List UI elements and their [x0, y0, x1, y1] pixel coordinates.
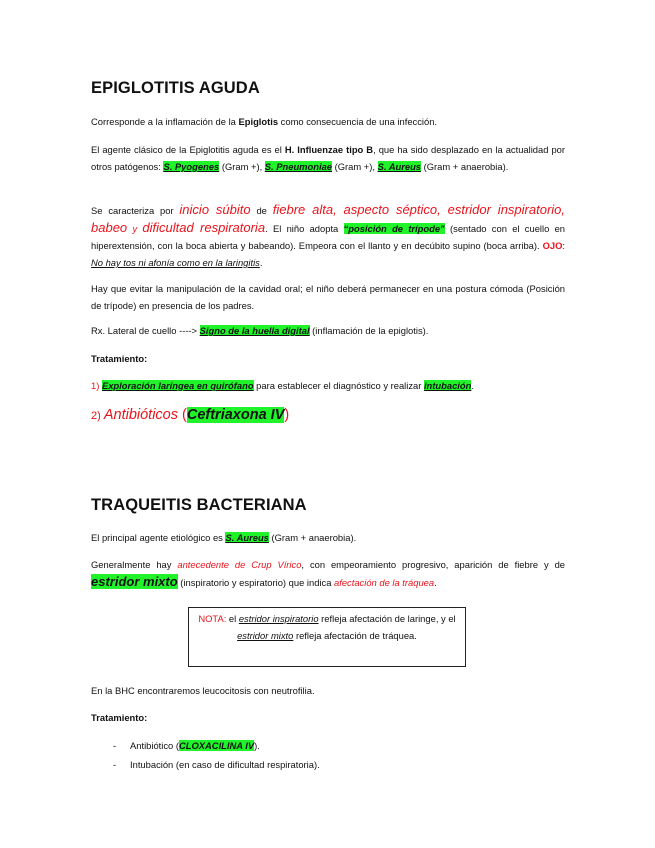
treatment-label-2: Tratamiento:: [91, 712, 148, 723]
treatment-label: Tratamiento:: [91, 353, 148, 364]
paragraph-definition: Corresponde a la inflamación de la Epiglotis como consecuencia de una infección.: [91, 116, 438, 127]
paragraph-bhc: En la BHC encontraremos leucocitosis con neutrofilia.: [91, 685, 315, 696]
section-title-epiglotitis: EPIGLOTITIS AGUDA: [91, 79, 260, 97]
paragraph-agents: El agente clásico de la Epiglotitis aguda es el H. Influenzae tipo B, que ha sido desplazado en la actualidad por otros patógenos: S. Pyogenes (Gram +), S. Pneumoniae (Gram +), S. Aureus (Gram + anaerobia).: [91, 144, 565, 172]
paragraph-clinical: Se caracteriza por inicio súbito de fiebre alta, aspecto séptico, estridor inspiratorio, babeo y dificultad respiratoria. El niño adopta “posición de trípode” (sentado con el cuello en hiperextensión, con la boca abierta y babeando). Empeora con el llanto y en decúbito supino (boca arriba). OJO: No hay tos ni afonía como en la laringitis.: [91, 202, 566, 268]
section-title-traqueitis: TRAQUEITIS BACTERIANA: [91, 496, 307, 514]
paragraph-course: Generalmente hay antecedente de Crup Vírico, con empeoramiento progresivo, aparición de fiebre y de estridor mixto (inspiratorio y espiratorio) que indica afectación de la tráquea.: [91, 559, 565, 589]
treatment-item-1: 1) Exploración laríngea en quirófano para establecer el diagnóstico y realizar intubación.: [91, 380, 474, 391]
note-box: NOTA: el estridor inspiratorio refleja afectación de laringe, y el estridor mixto refleja afectación de tráquea.: [188, 607, 466, 667]
treatment-item-2: 2) Antibióticos (Ceftriaxona IV): [91, 407, 290, 423]
paragraph-agent-traqueitis: El principal agente etiológico es S. Aureus (Gram + anaerobia).: [91, 532, 357, 543]
paragraph-handling: Hay que evitar la manipulación de la cavidad oral; el niño deberá permanecer en una postura cómoda (Posición de trípode) en presencia de los padres.: [91, 283, 565, 311]
paragraph-rx: Rx. Lateral de cuello ----> Signo de la huella digital (inflamación de la epiglotis).: [91, 325, 429, 336]
